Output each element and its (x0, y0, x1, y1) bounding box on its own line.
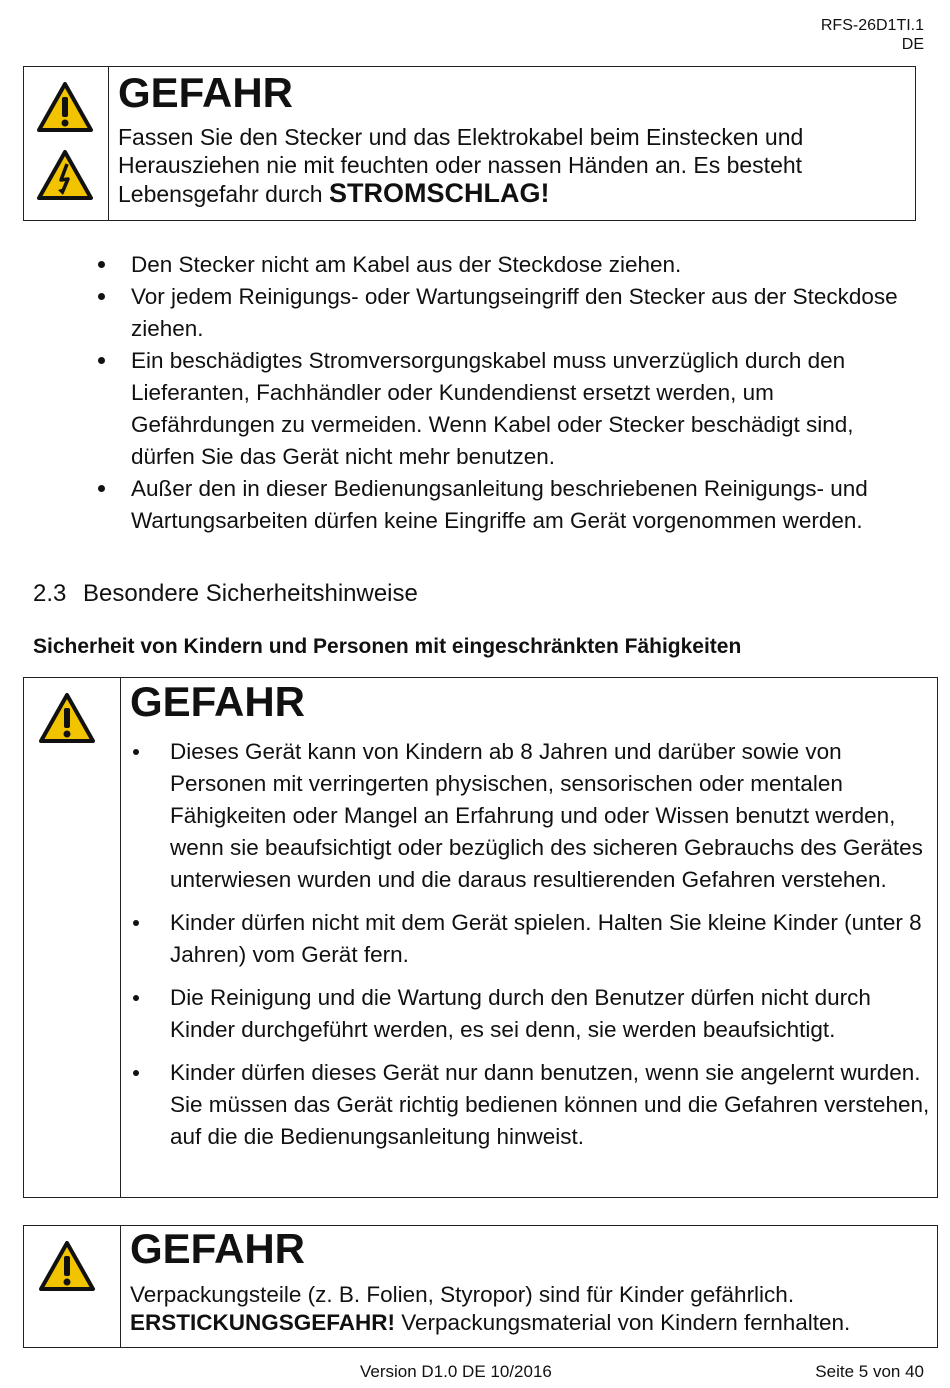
warning-text-line1: Verpackungsteile (z. B. Folien, Styropor) sind für Kinder gefährlich. (130, 1282, 795, 1307)
list-item: Dieses Gerät kann von Kindern ab 8 Jahren und darüber sowie von Personen mit verringerten physischen, sensorischen oder mentalen Fähigkeiten oder Mangel an Erfahrung und oder Wissen benutzt werden, wenn sie beaufsichtigt oder bezüglich des sicheren Gebrauchs des Gerätes unterwiesen wurden und die daraus resultierenden Gefahren verstehen. (130, 736, 930, 896)
list-item: Außer den in dieser Bedienungsanleitung beschriebenen Reinigungs- und Wartungsarbeiten dürfen keine Eingriffe am Gerät vorgenommen werden. (98, 473, 920, 537)
warning-title: GEFAHR (130, 678, 306, 725)
warning-text-emphasis: STROMSCHLAG! (329, 178, 550, 208)
warning-icon-column (24, 678, 121, 1197)
section-number: 2.3 (33, 580, 67, 607)
warning-text-line2: Verpackungsmaterial von Kindern fernhalten. (395, 1310, 851, 1335)
document-language: DE (901, 36, 924, 53)
section-heading (33, 579, 418, 609)
warning-triangle-icon (36, 81, 94, 133)
safety-bullet-list (98, 249, 920, 537)
warning-box-electric (23, 66, 916, 221)
list-item: Ein beschädigtes Stromversorgungskabel muss unverzüglich durch den Lieferanten, Fachhändler oder Kundendienst ersetzt werden, um Gefährdungen zu vermeiden. Wenn Kabel oder Stecker beschädigt sind, dürfen Sie das Gerät nicht mehr benutzen. (98, 345, 920, 473)
warning-text (130, 1281, 930, 1337)
list-item: Kinder dürfen nicht mit dem Gerät spielen. Halten Sie kleine Kinder (unter 8 Jahren) vom Gerät fern. (130, 907, 930, 971)
warning-icon-column (24, 67, 109, 220)
list-item: Die Reinigung und die Wartung durch den Benutzer dürfen nicht durch Kinder durchgeführt werden, es sei denn, sie werden beaufsichtigt. (130, 982, 930, 1046)
warning-title: GEFAHR (130, 1225, 306, 1272)
warning-title: GEFAHR (118, 69, 294, 116)
document-code: RFS-26D1TI.1 (820, 17, 924, 34)
warning-triangle-icon (38, 1240, 96, 1292)
section-title: Besondere Sicherheitshinweise (83, 580, 418, 607)
footer-version: Version D1.0 DE 10/2016 (360, 1362, 552, 1381)
list-item: Kinder dürfen dieses Gerät nur dann benutzen, wenn sie angelernt wurden. Sie müssen das Gerät richtig bedienen können und die Gefahren verstehen, auf die die Bedienungsanleitung hinweist. (130, 1057, 930, 1153)
warning-icon-column (24, 1226, 121, 1347)
warning-triangle-icon (38, 692, 96, 744)
warning-item-list (130, 736, 930, 1153)
footer-page-number: Seite 5 von 40 (815, 1362, 924, 1381)
electric-shock-icon (36, 149, 94, 201)
list-item: Den Stecker nicht am Kabel aus der Steckdose ziehen. (98, 249, 920, 281)
warning-box-children (23, 677, 938, 1198)
warning-text-emphasis: ERSTICKUNGSGEFAHR! (130, 1310, 396, 1335)
warning-box-packaging (23, 1225, 938, 1348)
document-reference (821, 16, 924, 54)
list-item: Vor jedem Reinigungs- oder Wartungseingriff den Stecker aus der Steckdose ziehen. (98, 281, 920, 345)
subsection-heading: Sicherheit von Kindern und Personen mit eingeschränkten Fähigkeiten (33, 635, 742, 658)
warning-text-body: Fassen Sie den Stecker und das Elektrokabel beim Einstecken und Herausziehen nie mit feuchten oder nassen Händen an. Es besteht Lebensgefahr durch (118, 124, 804, 207)
warning-text (118, 123, 908, 208)
